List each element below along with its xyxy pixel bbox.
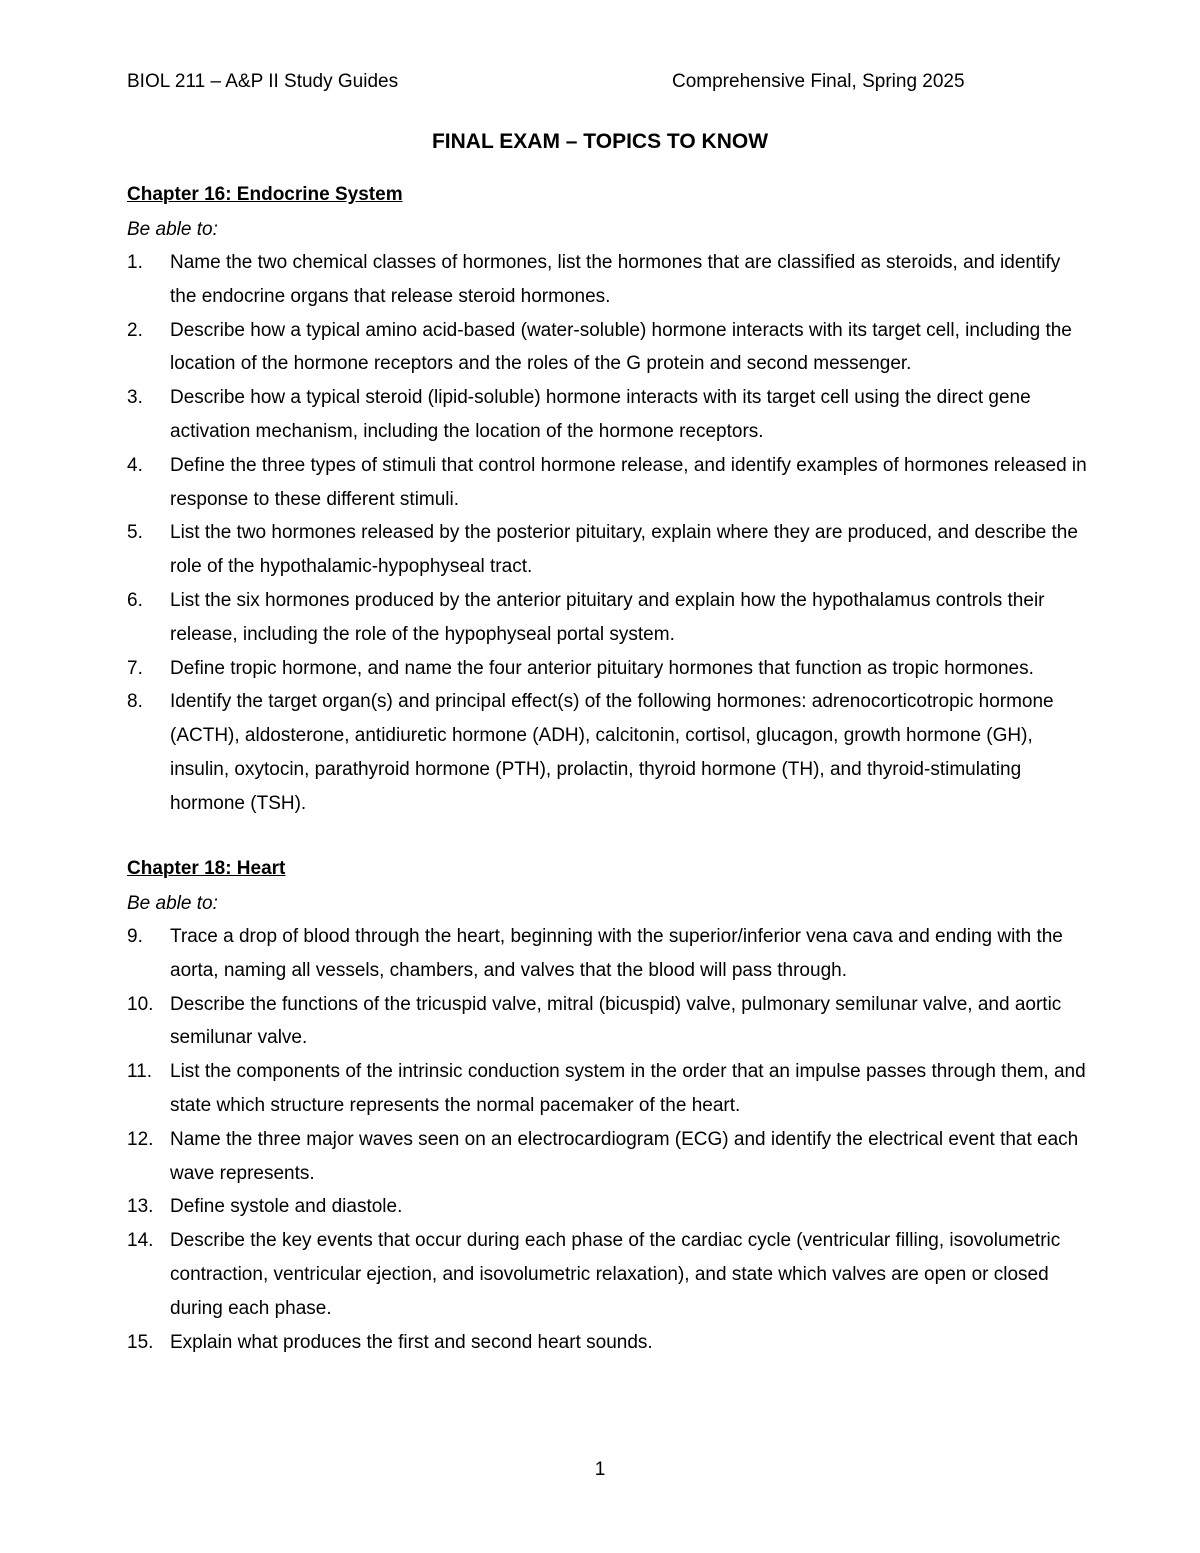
- page-title: FINAL EXAM – TOPICS TO KNOW: [431, 130, 769, 153]
- section-intro: Be able to:: [127, 893, 218, 914]
- item-text: Define systole and diastole.: [170, 1196, 403, 1218]
- item-text: Define tropic hormone, and name the four anterior pituitary hormones that function as tropic hormones.: [170, 657, 1034, 679]
- list-item: [127, 1326, 1087, 1360]
- item-text: Describe how a typical steroid (lipid-soluble) hormone interacts with its target cell using the direct gene activation mechanism, including the location of the hormone receptors.: [170, 387, 1031, 442]
- list-item: [127, 516, 1087, 584]
- list-item: [127, 449, 1087, 517]
- item-number: 10.: [127, 993, 154, 1015]
- item-number: 6.: [127, 589, 143, 611]
- list-item: [127, 1055, 1087, 1123]
- topic-list: [127, 920, 1087, 1359]
- item-number: 4.: [127, 454, 143, 476]
- item-number: 14.: [127, 1230, 154, 1252]
- item-number: 9.: [127, 926, 143, 947]
- list-item: [127, 988, 1087, 1056]
- item-number: 7.: [127, 657, 143, 679]
- item-text: Name the three major waves seen on an electrocardiogram (ECG) and identify the electrical event that each wave represents.: [170, 1128, 1079, 1184]
- topic-list: [127, 246, 1087, 821]
- item-number: 3.: [127, 387, 143, 409]
- item-number: 12.: [127, 1128, 154, 1150]
- list-item: [127, 920, 1087, 988]
- item-text: List the six hormones produced by the anterior pituitary and explain how the hypothalamus controls their release, including the role of the hypophyseal portal system.: [170, 589, 1045, 645]
- item-text: Trace a drop of blood through the heart, beginning with the superior/inferior vena cava and ending with the aorta, naming all vessels, chambers, and valves that the blood will pass through.: [170, 926, 1063, 981]
- header-course: BIOL 211 – A&P II Study Guides: [127, 71, 399, 92]
- item-number: 8.: [127, 691, 143, 713]
- page-number: 1: [594, 1459, 606, 1480]
- header-exam: Comprehensive Final, Spring 2025: [672, 71, 965, 92]
- item-text: Describe the functions of the tricuspid valve, mitral (bicuspid) valve, pulmonary semilunar valve, and aortic semilunar valve.: [170, 993, 1062, 1049]
- item-number: 11.: [127, 1061, 153, 1083]
- section-chapter-18: [127, 857, 1087, 1359]
- item-number: 15.: [127, 1331, 154, 1353]
- list-item: [127, 584, 1087, 652]
- item-text: Describe the key events that occur during each phase of the cardiac cycle (ventricular filling, isovolumetric contraction, ventricular ejection, and isovolumetric relaxation), and state which valves are open or closed during each phase.: [170, 1230, 1061, 1319]
- item-number: 5.: [127, 522, 143, 544]
- list-item: [127, 381, 1087, 449]
- list-item: [127, 314, 1087, 382]
- section-chapter-16: [127, 183, 1087, 821]
- item-text: List the two hormones released by the posterior pituitary, explain where they are produced, and describe the role of the hypothalamic-hypophyseal tract.: [170, 522, 1078, 578]
- item-text: List the components of the intrinsic conduction system in the order that an impulse passes through them, and state which structure represents the normal pacemaker of the heart.: [170, 1061, 1086, 1116]
- list-item: [127, 1190, 1087, 1224]
- item-text: Name the two chemical classes of hormones, list the hormones that are classified as steroids, and identify the endocrine organs that release steroid hormones.: [170, 252, 1061, 307]
- item-number: 1.: [127, 252, 143, 273]
- list-item: [127, 246, 1087, 314]
- list-item: [127, 685, 1087, 820]
- list-item: [127, 1224, 1087, 1325]
- list-item: [127, 652, 1087, 686]
- item-text: Identify the target organ(s) and principal effect(s) of the following hormones: adrenocorticotropic hormone (ACTH), aldosterone, antidiuretic hormone (ADH), calcitonin, cortisol, glucagon, growth hormone (GH), insulin, oxytocin, parathyroid hormone (PTH), prolactin, thyroid hormone (TH), and thyroid-stimulating hormone (TSH).: [170, 691, 1054, 814]
- chapter-heading: Chapter 16: Endocrine System: [127, 184, 403, 205]
- section-intro: Be able to:: [127, 219, 218, 240]
- item-text: Describe how a typical amino acid-based (water-soluble) hormone interacts with its target cell, including the location of the hormone receptors and the roles of the G protein and second messenger.: [170, 319, 1072, 375]
- item-text: Define the three types of stimuli that control hormone release, and identify examples of hormones released in response to these different stimuli.: [170, 454, 1087, 510]
- item-number: 13.: [127, 1196, 154, 1218]
- item-number: 2.: [127, 319, 143, 341]
- item-text: Explain what produces the first and second heart sounds.: [170, 1331, 653, 1353]
- list-item: [127, 1123, 1087, 1191]
- chapter-heading: Chapter 18: Heart: [127, 858, 286, 879]
